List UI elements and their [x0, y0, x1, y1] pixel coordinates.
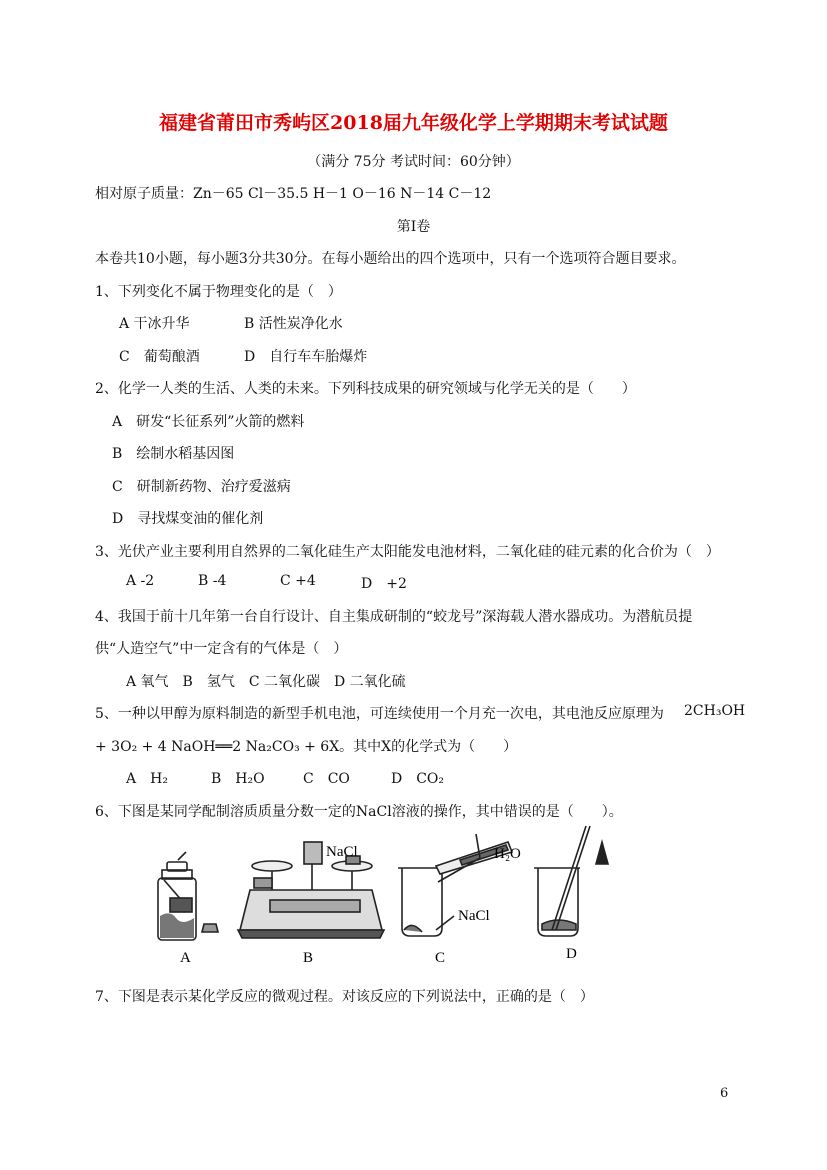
q5-stem-line2: + 3O₂ + 4 NaOH══2 Na₂CO₃ + 6X。其中X的化学式为（ ） [95, 739, 518, 755]
q2-option-a: A 研发“长征系列”火箭的燃料 [112, 414, 305, 430]
q6-stem: 6、下图是某同学配制溶质质量分数一定的NaCl溶液的操作，其中错误的是（ ）。 [95, 804, 623, 820]
q1-stem: 1、下列变化不属于物理变化的是（ ） [95, 284, 342, 300]
figure-label-a: A [180, 950, 191, 966]
q2-option-c: C 研制新药物、治疗爱滋病 [112, 479, 291, 495]
q5-option-a: A H₂ [126, 771, 168, 787]
q4-options: A 氧气 B 氢气 C 二氧化碳 D 二氧化硫 [126, 674, 406, 690]
q3-stem: 3、光伏产业主要利用自然界的二氧化硅生产太阳能发电池材料，二氧化硅的硅元素的化合价为（ ） [95, 544, 720, 560]
balance-illustration [238, 842, 384, 938]
q5-stem-line1 [95, 703, 746, 723]
q1-option-c: C 葡萄酿酒 [119, 349, 200, 365]
reagent-jar-illustration [158, 852, 218, 940]
figure-label-b: B [303, 950, 314, 966]
q6-figure [140, 820, 620, 970]
q2-stem: 2、化学一人类的生活、人类的未来。下列科技成果的研究领域与化学无关的是（ ） [95, 381, 636, 397]
q2-option-d: D 寻找煤变油的催化剂 [112, 511, 264, 527]
q2-option-b: B 绘制水稻基因图 [112, 446, 235, 462]
exam-subtitle: （满分 75分 考试时间：60分钟） [307, 154, 520, 170]
section-heading: 第Ⅰ卷 [396, 219, 431, 235]
stirring-beaker-illustration [534, 826, 608, 936]
page-number: 6 [720, 1086, 729, 1101]
q5-stem-text: 5、一种以甲醇为原料制造的新型手机电池，可连续使用一个月充一次电，其电池反应原理为 [95, 706, 664, 722]
q7-stem: 7、下图是表示某化学反应的微观过程。对该反应的下列说法中，正确的是（ ） [95, 989, 594, 1005]
q5-option-c: C CO [303, 771, 350, 787]
figure-label-h2o: H₂O [494, 846, 521, 862]
q3-option-a: A -2 [126, 573, 155, 589]
q5-formula-methanol: 2CH₃OH [684, 703, 746, 719]
q3-option-d: D +2 [361, 576, 407, 592]
q1-option-b: B 活性炭净化水 [244, 316, 343, 332]
q3-option-c: C +4 [280, 573, 316, 589]
q1-option-d: D 自行车车胎爆炸 [244, 349, 368, 365]
q4-stem-line2: 供“人造空气”中一定含有的气体是（ ） [95, 641, 348, 657]
figure-label-nacl-balance: NaCl [326, 844, 358, 860]
instructions: 本卷共10小题，每小题3分共30分。在每小题给出的四个选项中，只有一个选项符合题目要求。 [95, 251, 686, 267]
q4-stem-line1: 4、我国于前十几年第一台自行设计、自主集成研制的“蛟龙号”深海载人潜水器成功。为潜航员提 [95, 609, 693, 625]
q3-option-b: B -4 [198, 573, 227, 589]
q5-option-b: B H₂O [211, 771, 265, 787]
q5-option-d: D CO₂ [391, 771, 445, 787]
page-title: 福建省莆田市秀屿区2018届九年级化学上学期期末考试试题 [159, 112, 668, 134]
atomic-masses: 相对原子质量：Zn－65 Cl－35.5 H－1 O－16 N－14 C－12 [95, 186, 492, 202]
figure-label-d: D [566, 946, 577, 962]
figure-label-nacl-beaker: NaCl [458, 908, 490, 924]
q1-option-a: A 干冰升华 [119, 316, 190, 332]
figure-label-c: C [435, 950, 446, 966]
